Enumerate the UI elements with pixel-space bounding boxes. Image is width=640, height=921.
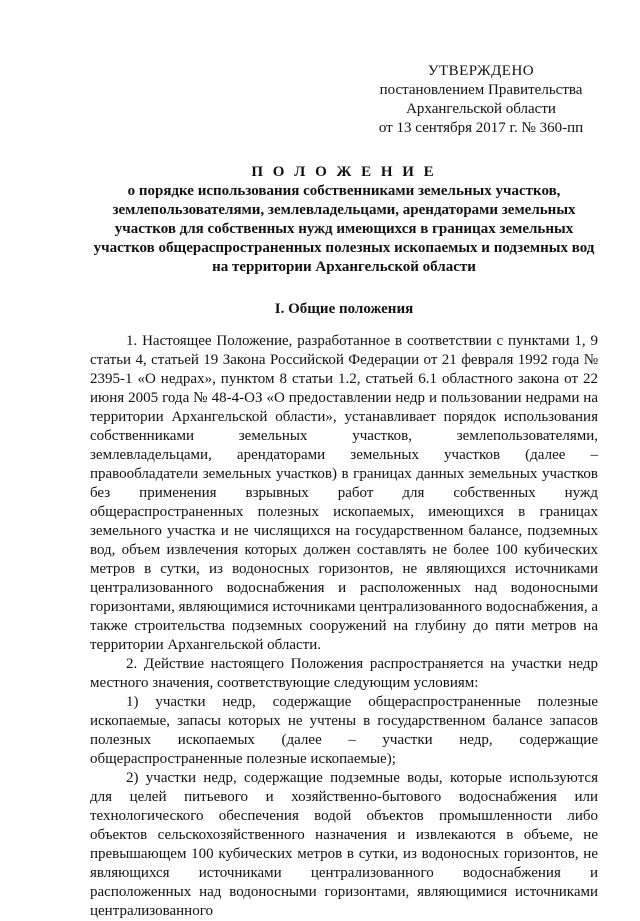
title-subtitle: о порядке использования собственниками земельных участков, землепользователями, землевладельцами, арендаторами земельных участков для собственных нужд имеющихся в границах земельных участков общераспространенных полезных ископаемых и подземных вод на территории Архангельской области	[93, 183, 595, 275]
paragraph-1: 1. Настоящее Положение, разработанное в соответствии с пунктами 1, 9 статьи 4, статьей 19 Закона Российской Федерации от 21 февраля 1992 года № 2395-1 «О недрах», пунктом 8 статьи 1.2, статьей 6.1 областного закона от 22 июня 2005 года № 48-4-ОЗ «О предоставлении недр и пользовании недрами на территории Архангельской области», устанавливает порядок использования собственниками земельных участков, землепользователями, землевладельцами, арендаторами земельных участков (далее – правообладатели земельных участков) в границах данных земельных участков без применения взрывных работ для собственных нужд общераспространенных полезных ископаемых, имеющихся в границах земельного участка и не числящихся на государственном балансе, подземных вод, объем извлечения которых должен составлять не более 100 кубических метров в сутки, из водоносных горизонтов, не являющихся источниками централизованного водоснабжения и расположенных над водоносными горизонтами, являющимися источниками централизованного водоснабжения, а также строительства подземных сооружений на глубину до пяти метров на территории Архангельской области.	[90, 333, 598, 653]
approval-region: Архангельской области	[406, 101, 556, 117]
document-title	[90, 163, 598, 277]
list-item-1: 1) участки недр, содержащие общераспространенные полезные ископаемые, запасы которых не учтены в государственном балансе запасов полезных ископаемых (далее – участки недр, содержащие общераспространенные полезные ископаемые);	[90, 694, 598, 767]
approval-stamp	[364, 62, 598, 138]
approval-label: УТВЕРЖДЕНО	[427, 63, 535, 79]
document-body	[90, 332, 598, 921]
section-heading: I. Общие положения	[274, 301, 414, 317]
document-page	[90, 0, 598, 919]
title-heading: П О Л О Ж Е Н И Е	[251, 164, 437, 180]
paragraph-2: 2. Действие настоящего Положения распространяется на участки недр местного значения, соответствующие следующим условиям:	[90, 656, 598, 691]
list-item-2: 2) участки недр, содержащие подземные воды, которые используются для целей питьевого и хозяйственно-бытового водоснабжения или технологического обеспечения водой объектов промышленности либо объектов сельскохозяйственного назначения и извлекаются в объеме, не превышающем 100 кубических метров в сутки, из водоносных горизонтов, не являющихся источниками централизованного водоснабжения и расположенных над водоносными горизонтами, являющимися источниками централизованного	[90, 770, 598, 919]
approval-resolution: постановлением Правительства	[379, 82, 583, 98]
approval-date-number: от 13 сентября 2017 г. № 360-пп	[378, 120, 584, 136]
